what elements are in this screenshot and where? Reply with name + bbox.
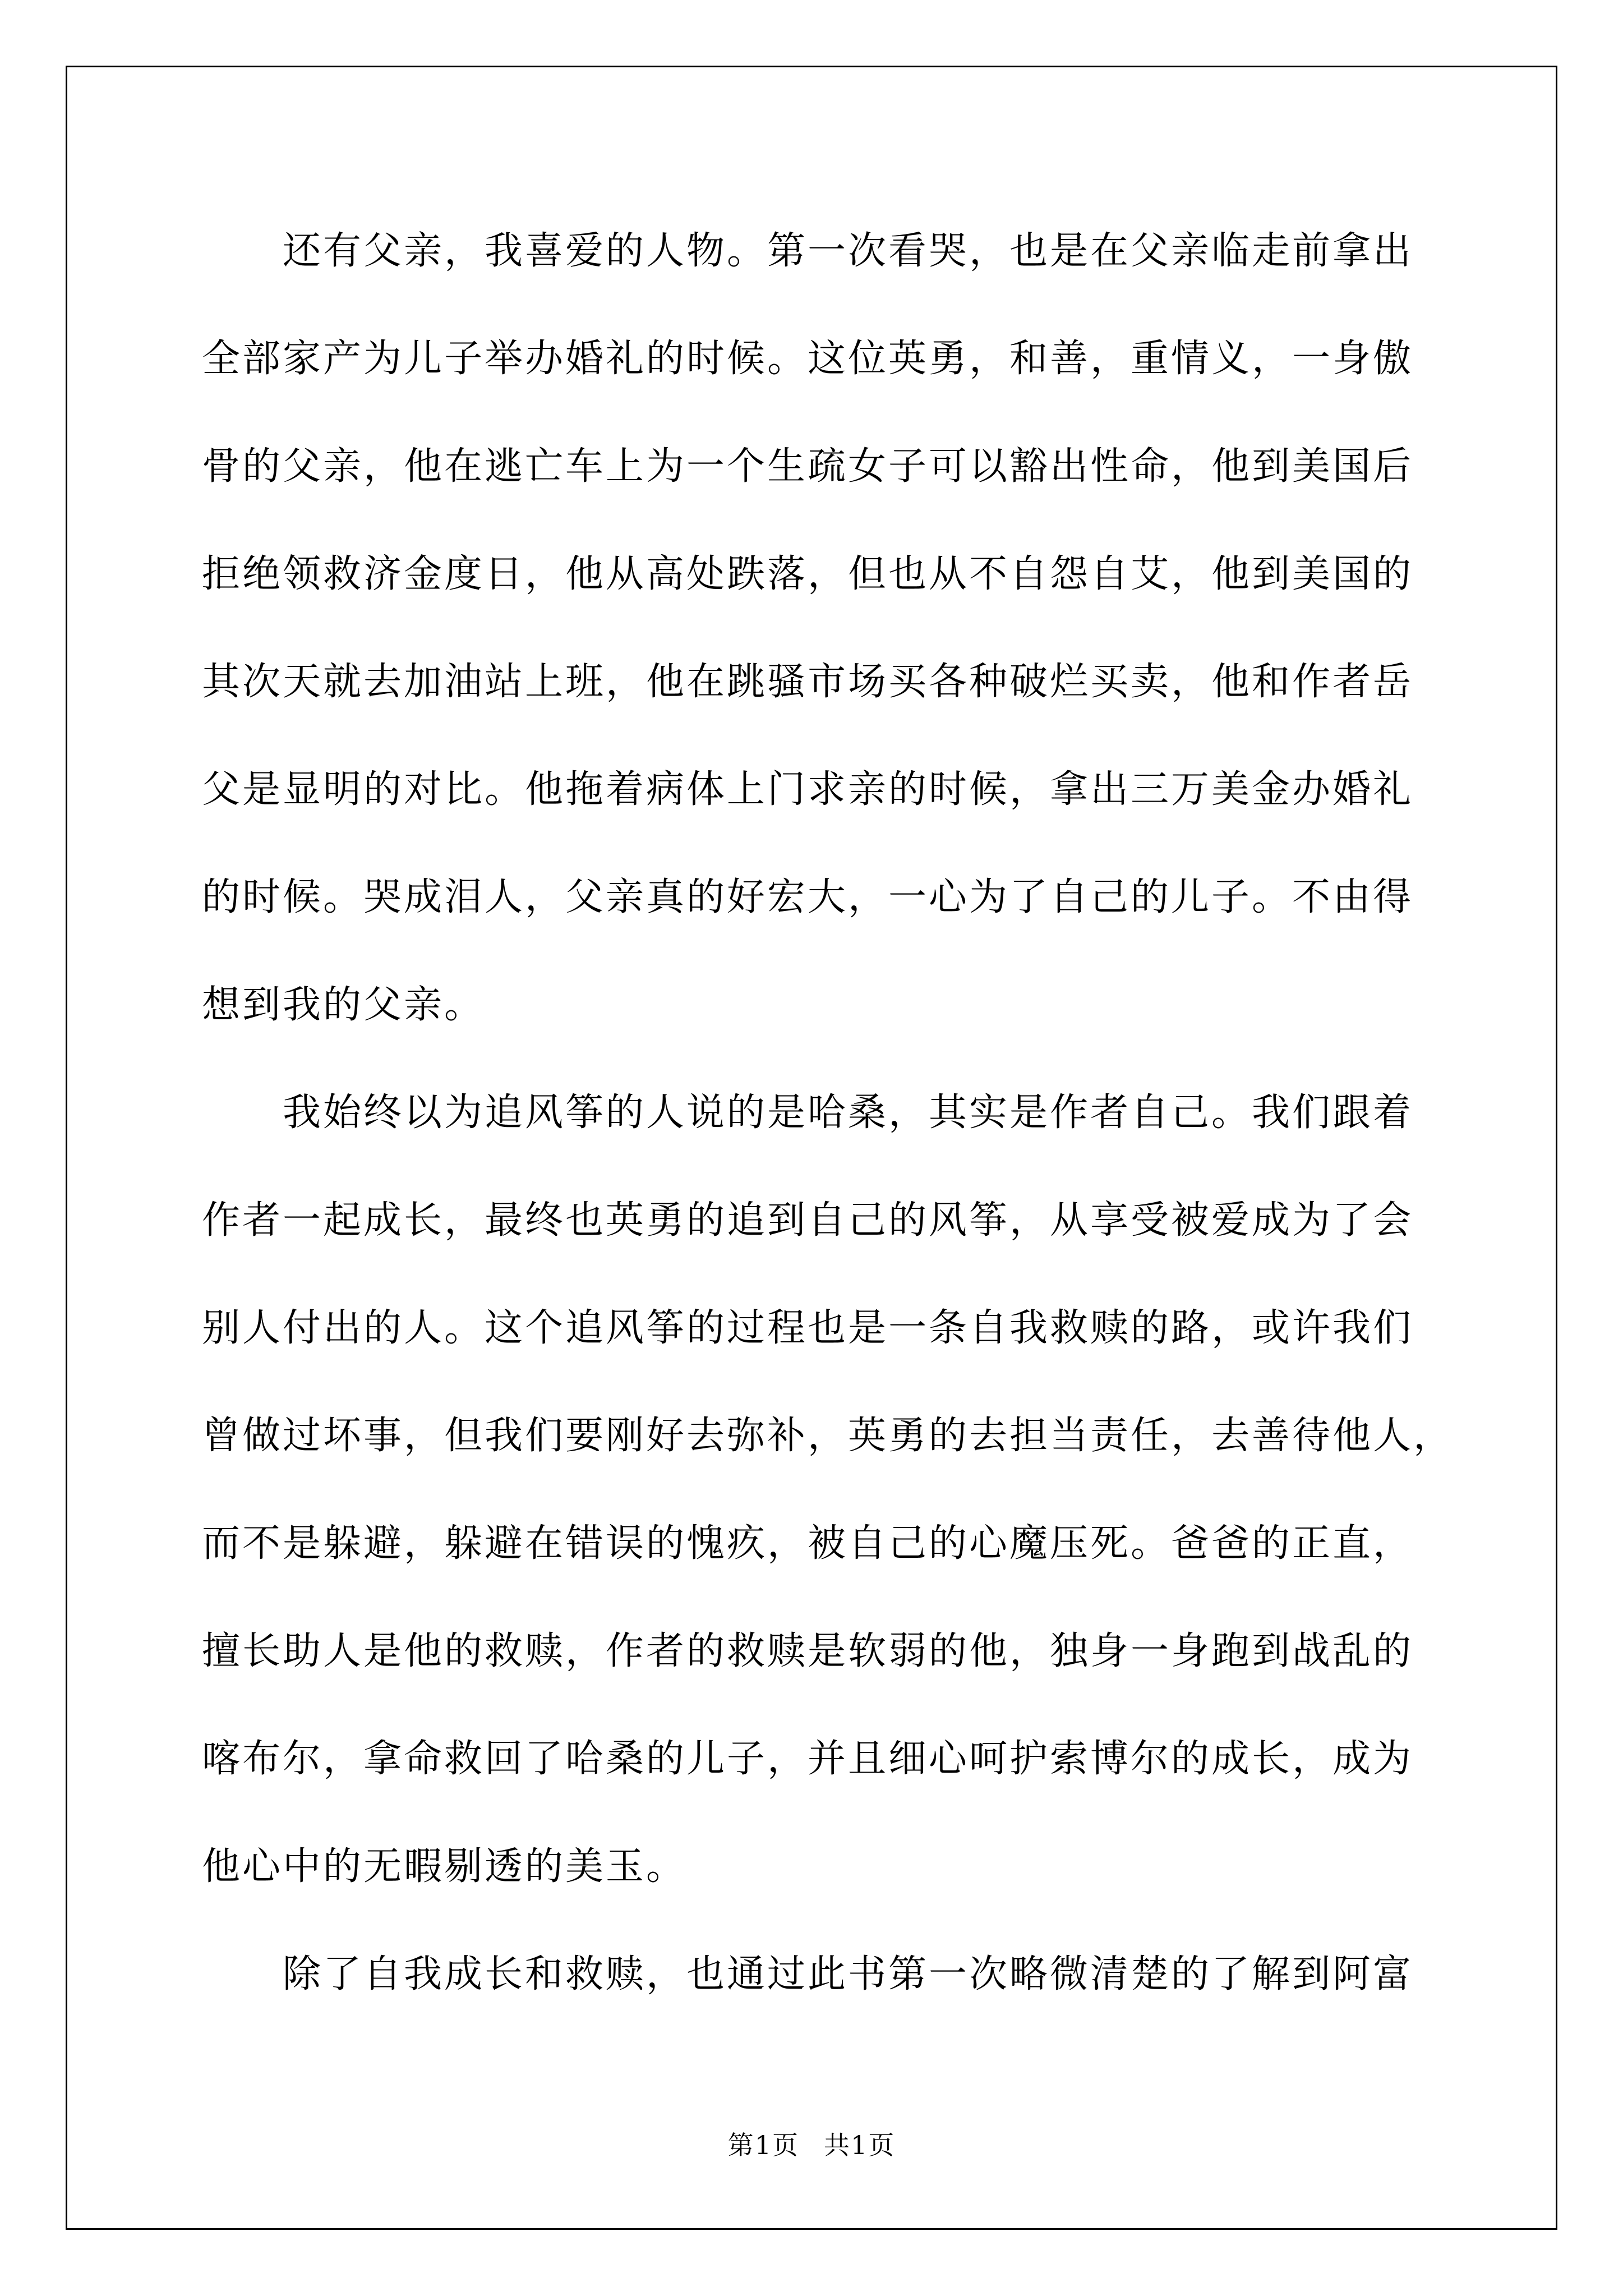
page-number-current: 第1页 (727, 2130, 799, 2160)
page-number-total: 共1页 (824, 2130, 896, 2160)
text-line: 而不是躲避，躲避在错误的愧疚，被自己的心魔压死。爸爸的正直， (202, 1521, 1414, 1566)
paragraph-2 (202, 1085, 1464, 1947)
text-line: 别人付出的人。这个追风筝的过程也是一条自我救赎的路，或许我们 (202, 1306, 1414, 1350)
text-line: 曾做过坏事，但我们要刚好去弥补，英勇的去担当责任，去善待他人， (202, 1414, 1454, 1458)
text-line: 擅长助人是他的救赎，作者的救赎是软弱的他，独身一身跑到战乱的 (202, 1629, 1414, 1673)
text-line: 拒绝领救济金度日，他从高处跌落，但也从不自怨自艾，他到美国的 (202, 552, 1414, 596)
text-line: 我始终以为追风筝的人说的是哈桑，其实是作者自己。我们跟着 (283, 1091, 1414, 1135)
text-line: 作者一起成长，最终也英勇的追到自己的风筝，从享受被爱成为了会 (202, 1198, 1414, 1243)
text-line: 骨的父亲，他在逃亡车上为一个生疏女子可以豁出性命，他到美国后 (202, 444, 1414, 489)
page-footer (0, 2125, 1623, 2162)
text-line: 其次天就去加油站上班，他在跳骚市场买各种破烂买卖，他和作者岳 (202, 660, 1414, 704)
text-line: 父是显明的对比。他拖着病体上门求亲的时候，拿出三万美金办婚礼 (202, 767, 1414, 812)
document-body (202, 223, 1464, 2054)
text-line: 喀布尔，拿命救回了哈桑的儿子，并且细心呵护索博尔的成长，成为 (202, 1737, 1414, 1781)
paragraph-1 (202, 223, 1464, 1085)
text-line: 全部家产为儿子举办婚礼的时候。这位英勇，和善，重情义，一身傲 (202, 337, 1414, 381)
text-line: 还有父亲，我喜爱的人物。第一次看哭，也是在父亲临走前拿出 (283, 229, 1414, 273)
text-line: 想到我的父亲。 (202, 983, 485, 1027)
text-line: 他心中的无暇剔透的美玉。 (202, 1844, 687, 1889)
text-line: 除了自我成长和救赎，也通过此书第一次略微清楚的了解到阿富 (283, 1952, 1414, 1996)
text-line: 的时候。哭成泪人，父亲真的好宏大，一心为了自己的儿子。不由得 (202, 875, 1414, 919)
paragraph-3 (202, 1947, 1464, 2054)
